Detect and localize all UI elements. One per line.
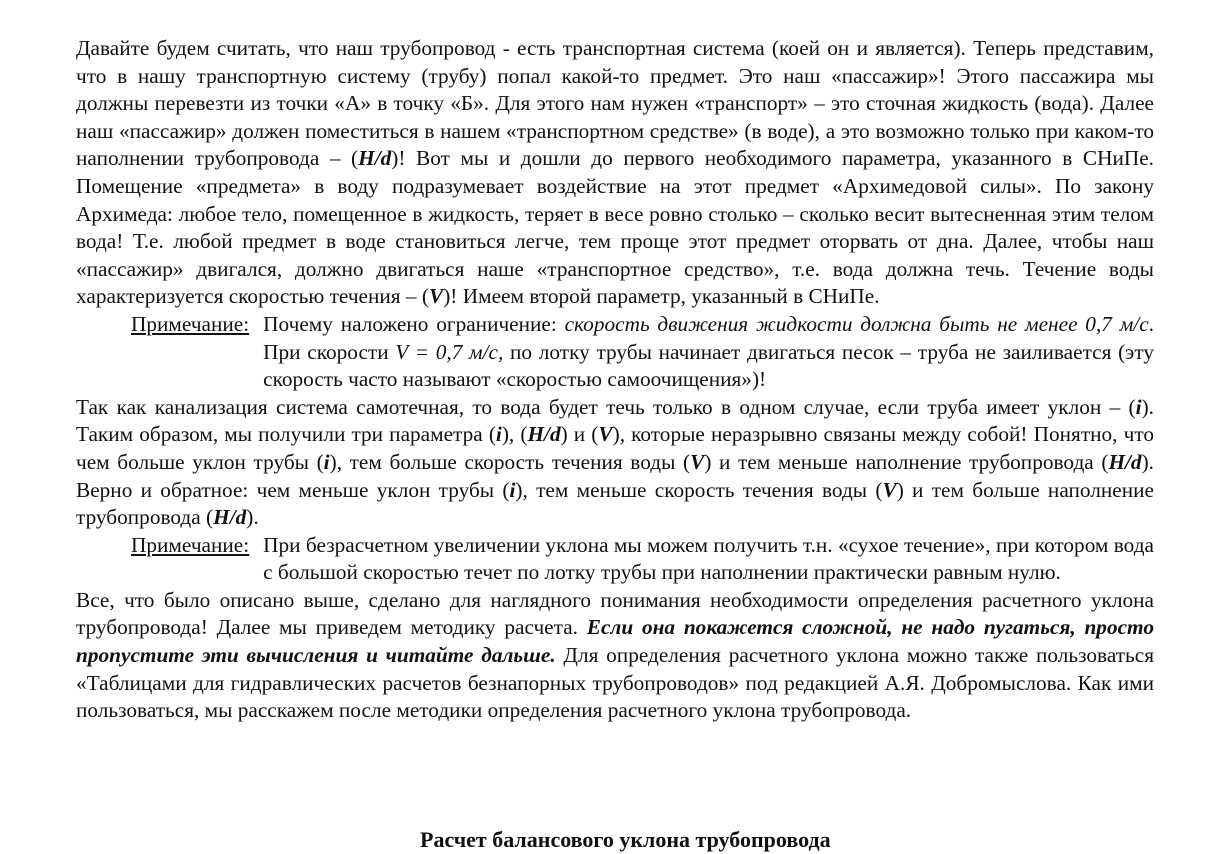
note-label: Примечание:: [131, 532, 250, 557]
emphasis-text: Если она покажется сложной, не надо пугаться, просто пропустите эти вычисления и читайте дальше.: [76, 615, 1154, 668]
text-run: Давайте будем считать, что наш трубопровод - есть транспортная система (коей он и является). Теперь представим, что в нашу транспортную систему (трубу) попал какой-то предмет. Это наш «пассажир»! Этого пассажира мы должны перевезти из точки «А» в точку «Б». Для этого нам нужен «транспорт» – это сточная жидкость (вода). Далее наш «пассажир» должен поместиться в нашем «транспортном средстве» (в воде), а это возможно только при каком-то наполнении трубопровода – (: [76, 36, 1154, 171]
text-run: по лотку трубы начинает двигаться песок – труба не заиливается (эту скорость часто называют «скоростью самоочищения»)!: [263, 339, 1154, 392]
note-body: При безрасчетном увеличении уклона мы можем получить т.н. «сухое течение», при котором вода с большой скоростью течет по лотку трубы при наполнении практически равным нулю.: [263, 532, 1154, 585]
text-run: Все, что было описано выше, сделано для наглядного понимания необходимости определения расчетного уклона трубопровода! Далее мы приведем методику расчета.: [76, 587, 1154, 640]
note-label: Примечание:: [131, 311, 250, 336]
text-run: ), тем меньше скорость течения воды (: [515, 477, 883, 502]
term-velocity: V: [598, 422, 613, 447]
document-page: [76, 35, 1154, 725]
paragraph-transport-analogy: [76, 35, 1154, 311]
term-slope: i: [323, 449, 330, 474]
text-run: ), тем больше скорость течения воды (: [329, 449, 691, 474]
text-run: ), которые неразрывно связаны между собой! Понятно, что чем больше уклон трубы (: [76, 422, 1154, 474]
text-run: ).: [246, 505, 259, 530]
text-run: ) и тем больше наполнение трубопровода (: [76, 477, 1154, 530]
term-velocity: V: [429, 284, 444, 309]
italic-text: скорость движения жидкости должна быть не менее 0,7 м/с: [564, 311, 1149, 336]
paragraph-slope-parameters: [76, 394, 1154, 532]
paragraph-method-intro: [76, 587, 1154, 725]
term-filling-ratio: H/d: [213, 505, 247, 530]
term-filling-ratio: H/d: [1108, 449, 1142, 474]
text-run: ). Верно и обратное: чем меньше уклон трубы (: [76, 449, 1154, 502]
italic-text: V = 0,7 м/с,: [395, 339, 504, 364]
section-heading: Расчет балансового уклона трубопровода: [420, 827, 831, 852]
text-run: ) и (: [560, 422, 599, 447]
term-velocity: V: [690, 449, 705, 474]
term-filling-ratio: H/d: [527, 422, 561, 447]
term-filling-ratio: H/d: [358, 146, 392, 171]
text-run: Почему наложено ограничение:: [263, 311, 565, 336]
text-run: ), (: [501, 422, 528, 447]
term-slope: i: [495, 422, 502, 447]
text-run: Так как канализация система самотечная, то вода будет течь только в одном случае, если труба имеет уклон – (: [76, 394, 1136, 419]
term-slope: i: [509, 477, 516, 502]
text-run: . При скорости: [263, 311, 1154, 364]
text-run: ). Таким образом, мы получили три параметра (: [76, 394, 1154, 447]
note-body: [263, 311, 1154, 394]
term-velocity: V: [882, 477, 897, 502]
note-dry-flow: [131, 532, 1154, 587]
text-run: ) и тем меньше наполнение трубопровода (: [704, 449, 1109, 474]
text-run: )! Имеем второй параметр, указанный в СНиПе.: [443, 284, 880, 309]
text-run: Для определения расчетного уклона можно также пользоваться «Таблицами для гидравлических расчетов безнапорных трубопроводов» под редакцией А.Я. Добромыслова. Как ими пользоваться, мы расскажем после методики определения расчетного уклона трубопровода.: [76, 643, 1154, 723]
term-slope: i: [1135, 394, 1142, 419]
text-run: )! Вот мы и дошли до первого необходимого параметра, указанного в СНиПе. Помещение «предмета» в воду подразумевает воздействие на этот предмет «Архимедовой силы». По закону Архимеда: любое тело, помещенное в жидкость, теряет в весе ровно столько – сколько весит вытесненная этим телом вода! Т.е. любой предмет в воде становиться легче, тем проще этот предмет оторвать от дна. Далее, чтобы наш «пассажир» двигался, должно двигаться наше «транспортное средство», т.е. вода должна течь. Течение воды характеризуется скоростью течения – (: [76, 146, 1154, 309]
note-velocity: [131, 311, 1154, 394]
